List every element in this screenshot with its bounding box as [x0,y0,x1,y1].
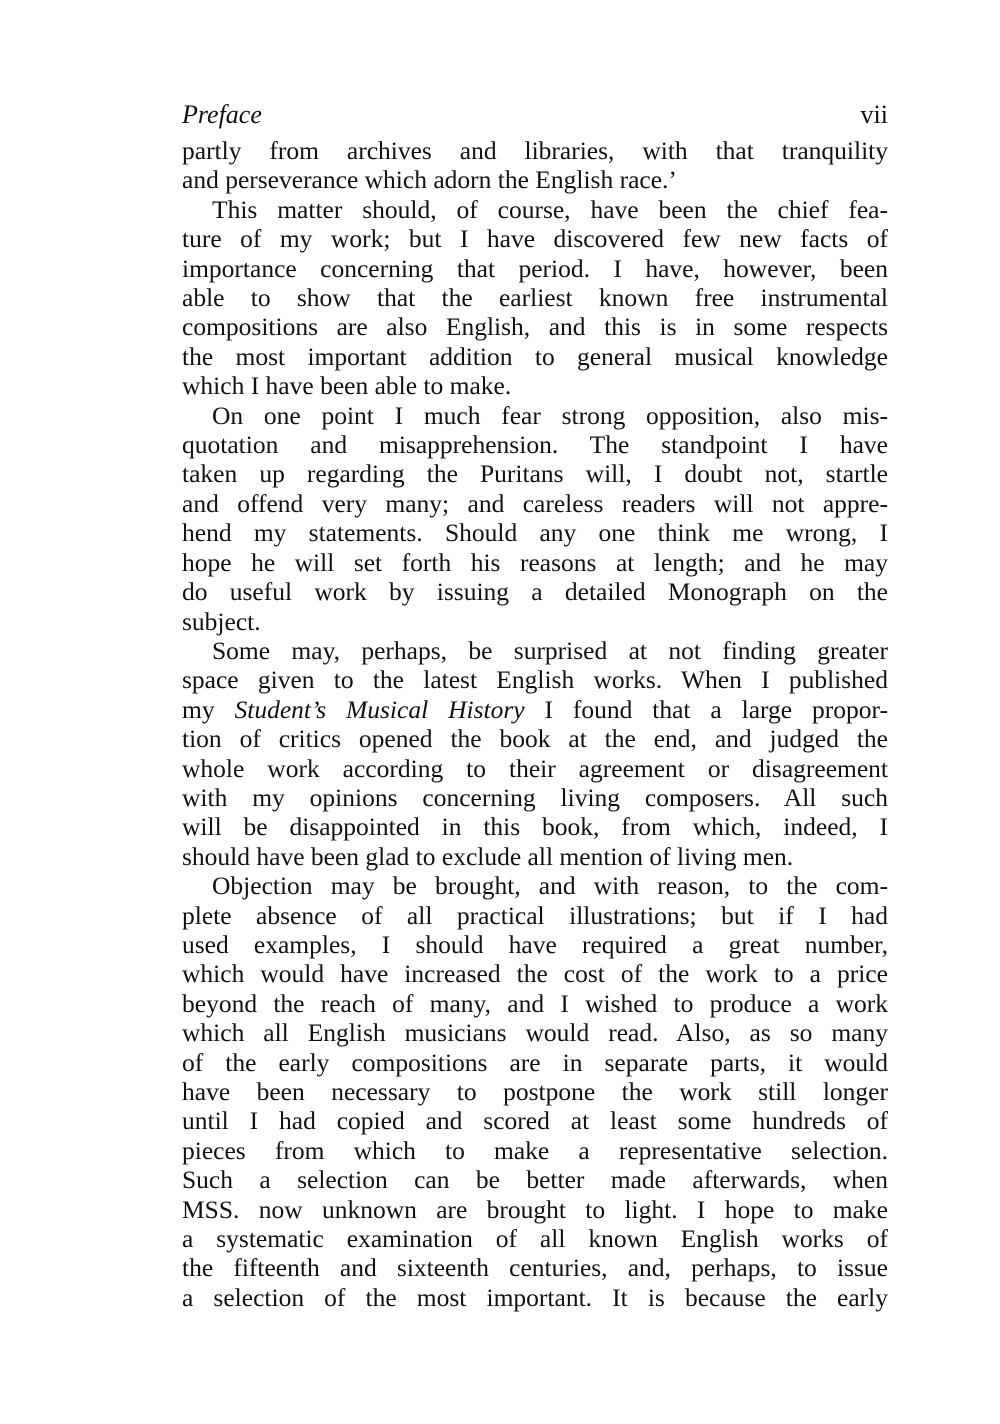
paragraph [182,136,888,195]
book-page [182,100,888,1312]
text-line: Some may, perhaps, be surprised at not finding greater [212,635,888,665]
text-line: with my opinions concerning living composers. All such [182,782,888,812]
text-line: importance concerning that period. I have, however, been [182,253,888,283]
text-line: do useful work by issuing a detailed Monograph on the [182,577,888,607]
text-run: my [182,694,235,724]
text-line: hend my statements. Should any one think me wrong, I [182,518,888,548]
text-line: whole work according to their agreement or disagreement [182,753,888,783]
running-head [182,100,888,136]
paragraph [182,401,888,636]
text-line: MSS. now unknown are brought to light. I hope to make [182,1194,888,1224]
text-line: Such a selection can be better made afterwards, when [182,1165,888,1195]
text-line: which all English musicians would read. Also, as so many [182,1018,888,1048]
text-line: taken up regarding the Puritans will, I doubt not, startle [182,459,888,489]
text-line: should have been glad to exclude all mention of living men. [182,841,794,871]
book-title-reference: Student’s Musical History [234,694,525,724]
text-line: the fifteenth and sixteenth centuries, and, perhaps, to issue [182,1253,888,1283]
text-line: until I had copied and scored at least some hundreds of [182,1106,888,1136]
text-line: Objection may be brought, and with reason, to the com- [212,871,888,901]
text-line: ture of my work; but I have discovered few new facts of [182,224,888,254]
text-line: the most important addition to general musical knowledge [182,341,888,371]
text-line: beyond the reach of many, and I wished to produce a work [182,988,888,1018]
text-line: used examples, I should have required a great number, [182,929,888,959]
text-line: pieces from which to make a representative selection. [182,1135,888,1165]
text-line: which would have increased the cost of the work to a price [182,959,888,989]
text-line: hope he will set forth his reasons at length; and he may [182,547,888,577]
text-line: a systematic examination of all known English works of [182,1224,888,1254]
text-line: and perseverance which adorn the English race.’ [182,165,677,195]
text-line: have been necessary to postpone the work still longer [182,1077,888,1106]
page-number: vii [860,100,888,129]
text-line: subject. [182,606,261,636]
running-title: Preface [182,100,262,129]
text-line [182,695,888,724]
paragraph [182,636,888,871]
text-line: On one point I much fear strong opposition, also mis- [212,400,888,430]
text-line: able to show that the earliest known free instrumental [182,283,888,313]
text-line: of the early compositions are in separate parts, it would [182,1047,888,1077]
text-run: I found that a large propor- [524,694,888,724]
text-line: space given to the latest English works. When I published [182,665,888,695]
text-line: a selection of the most important. It is because the early [182,1282,888,1312]
text-line: tion of critics opened the book at the end, and judged the [182,724,888,754]
text-line: This matter should, of course, have been the chief fea- [212,194,888,224]
text-line: plete absence of all practical illustrations; but if I had [182,900,888,930]
paragraph [182,195,888,401]
body-text [182,136,888,1312]
text-line: will be disappointed in this book, from which, indeed, I [182,812,888,842]
text-line: quotation and misapprehension. The standpoint I have [182,430,888,460]
text-line: partly from archives and libraries, with that tranquility [182,136,888,165]
text-line: which I have been able to make. [182,371,512,401]
text-line: and offend very many; and careless readers will not appre- [182,488,888,518]
text-line: compositions are also English, and this is in some respects [182,312,888,342]
paragraph [182,871,888,1312]
